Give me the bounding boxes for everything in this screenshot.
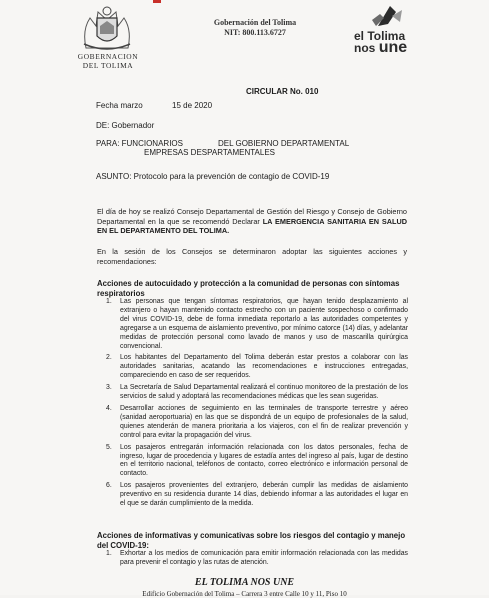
seal-caption-line-2: DEL TOLIMA bbox=[82, 61, 134, 70]
list-number: 1. bbox=[106, 550, 112, 557]
list-number: 2. bbox=[106, 354, 112, 362]
list-number: 6. bbox=[106, 482, 112, 490]
footer-slogan: EL TOLIMA NOS UNE bbox=[194, 577, 295, 588]
list-number: 3. bbox=[106, 384, 112, 392]
section-2-title: Acciones de informativas y comunicativas sobre los riesgos del contagio y manejo del COVID-19: bbox=[97, 531, 406, 550]
logo-une: une bbox=[378, 39, 408, 56]
list-item bbox=[100, 405, 408, 441]
list-item bbox=[100, 444, 408, 480]
seal-caption bbox=[68, 52, 148, 70]
intro-paragraph-1 bbox=[97, 207, 407, 236]
header-entity: Gobernación del Tolima bbox=[213, 18, 297, 27]
list-item bbox=[100, 298, 408, 351]
list-text: Los habitantes del Departamento del Tolima deberán estar prestos a colaborar con las autoridades sanitarias, acatando las recomendaciones e instrucciones entregadas, compareciendo en caso de ser requeridos. bbox=[120, 354, 408, 380]
fecha-value: 15 de 2020 bbox=[172, 101, 213, 110]
footer-address: Edificio Gobernación del Tolima – Carrera 3 entre Calle 10 y 11, Piso 10 bbox=[142, 590, 347, 598]
logo-nos: nos bbox=[354, 41, 376, 55]
circular-title: CIRCULAR No. 010 bbox=[246, 87, 319, 96]
red-mark bbox=[153, 0, 161, 3]
list-item bbox=[100, 354, 408, 381]
list-text: Los pasajeros provenientes del extranjero, deberán cumplir las medidas de aislamiento preventivo en su residencia durante 14 días, debiendo informar a las autoridades el lugar en el que se darán cumplimiento de la medida. bbox=[120, 482, 408, 508]
list-number: 4. bbox=[106, 404, 112, 412]
fecha-label: Fecha marzo bbox=[96, 101, 143, 110]
asunto-line: ASUNTO: Protocolo para la prevención de contagio de COVID-19 bbox=[96, 172, 330, 181]
header-center bbox=[160, 18, 350, 38]
list-item bbox=[100, 550, 408, 568]
section-1-list bbox=[100, 298, 408, 512]
list-text: Los pasajeros entregarán información relacionada con los datos personales, fecha de ingreso, lugar de procedencia y lugares de estadía antes del ingreso al país, lugar de destino en el territorio nacional, teléfonos de contacto, correo electrónico e información personal de contacto. bbox=[120, 443, 408, 478]
list-text: La Secretaría de Salud Departamental realizará el continuo monitoreo de la prestación de los servicios de salud y adoptará las recomendaciones médicas que les sean sugeridas. bbox=[120, 384, 408, 401]
intro-text: El día de hoy se realizó Consejo Departamental de Gestión del Riesgo y Consejo de Gobierno Departamental en la que se recomendó Declarar bbox=[97, 207, 407, 226]
para-label: PARA: FUNCIONARIOS bbox=[96, 139, 183, 148]
list-number: 1. bbox=[106, 298, 112, 305]
intro-paragraph-2: En la sesión de los Consejos se determinaron adoptar las siguientes acciones y recomendaciones: bbox=[97, 247, 407, 266]
logo-wordmark bbox=[354, 30, 474, 54]
seal-caption-line-1: GOBERNACION bbox=[77, 52, 139, 61]
de-line: DE: Gobernador bbox=[96, 121, 155, 130]
list-text: Las personas que tengan síntomas respiratorios, que hayan tenido desplazamiento al extranjero o hayan mantenido contacto estrecho con un paciente sospechoso o confirmado del virus COVID-19, debe de forma inmediata reportarlo a las autoridades competentes y agregarse a un esquema de aislamiento preventivo, por mínimo catorce (14) días, y adelantar medidas de protección personal como lavado de manos y uso de mascarilla quirúrgica convencional. bbox=[120, 298, 408, 350]
section-1-title: Acciones de autocuidado y protección a la comunidad de personas con síntomas respiratorios bbox=[97, 279, 400, 298]
logo-line-1: el Tolima bbox=[354, 29, 406, 43]
header-nit: NIT: 800.113.6727 bbox=[224, 28, 286, 37]
list-text: Desarrollar acciones de seguimiento en las terminales de transporte terrestre y aéreo (sanidad aeroportuaria) en las que se dispondrá de un equipo de profesionales de la salud, quienes atenderán de manera prioritaria a los viajeros, con el fin de realizar prevención y control para evitar la propagación del virus. bbox=[120, 404, 408, 439]
section-2-list bbox=[100, 550, 408, 571]
coat-of-arms-seal bbox=[80, 4, 134, 52]
tolima-logo-icon bbox=[366, 2, 408, 32]
para-line-1: DEL GOBIERNO DEPARTAMENTAL bbox=[218, 139, 350, 148]
list-item bbox=[100, 482, 408, 509]
list-text: Exhortar a los medios de comunicación para emitir información relacionada con las medidas para prevenir el contagio y las rutas de atención. bbox=[120, 550, 408, 566]
intro-emphasis: LA EMERGENCIA SANITARIA EN SALUD EN EL DEPARTAMENTO DEL TOLIMA. bbox=[97, 216, 407, 236]
list-number: 5. bbox=[106, 443, 112, 451]
para-line-2: EMPRESAS DESPARTAMENTALES bbox=[144, 148, 275, 157]
list-item bbox=[100, 384, 408, 402]
